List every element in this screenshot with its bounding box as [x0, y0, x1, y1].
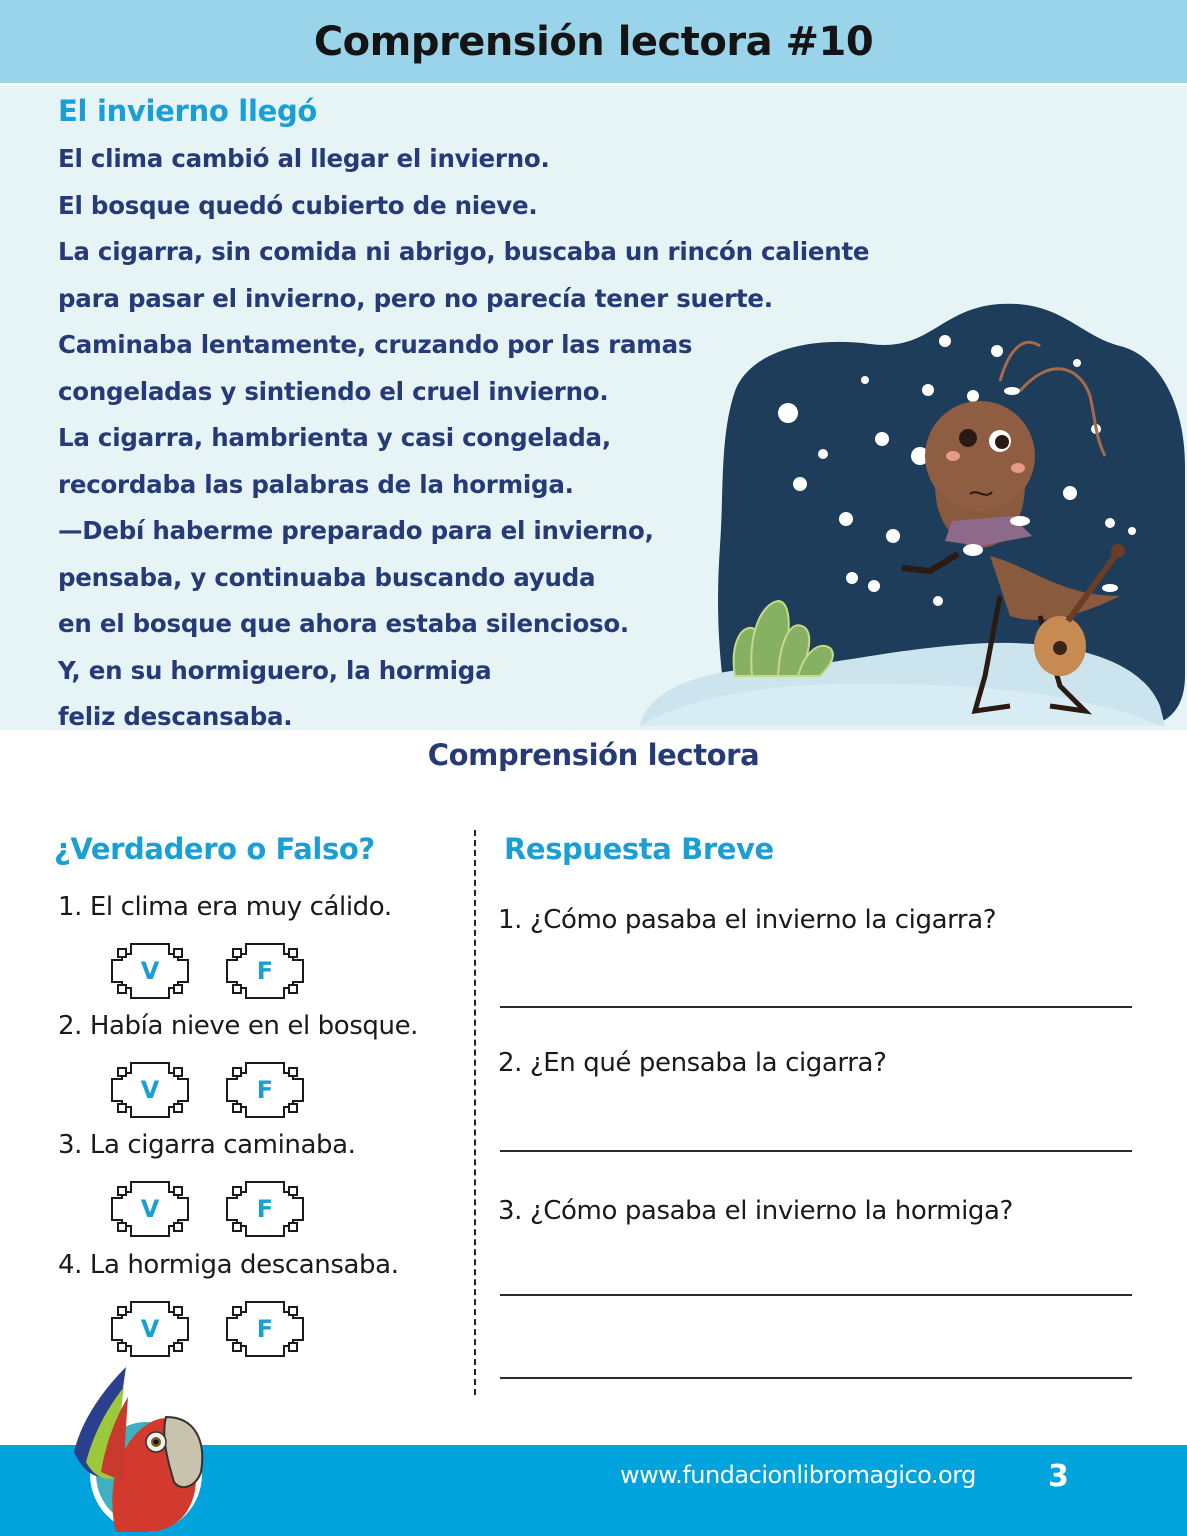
parrot-mascot-icon — [56, 1362, 208, 1534]
parrot-logo — [56, 1362, 208, 1534]
true-false-item — [58, 1130, 356, 1240]
true-option-button[interactable] — [108, 940, 192, 1002]
story-line: Y, en su hormiguero, la hormiga — [58, 655, 492, 685]
tf-question: 4. La hormiga descansaba. — [58, 1250, 399, 1280]
tf-question: 1. El clima era muy cálido. — [58, 892, 392, 922]
story-section — [0, 86, 1187, 730]
answer-line[interactable] — [500, 1294, 1132, 1296]
true-false-title: ¿Verdadero o Falso? — [54, 832, 375, 866]
answer-line[interactable] — [500, 1006, 1132, 1008]
story-line: La cigarra, hambrienta y casi congelada, — [58, 423, 611, 452]
story-line: congeladas y sintiendo el cruel invierno. — [58, 376, 609, 406]
story-line: El bosque quedó cubierto de nieve. — [58, 190, 538, 220]
false-option-label: F — [256, 1315, 274, 1343]
story-line: recordaba las palabras de la hormiga. — [58, 469, 574, 499]
false-option-button[interactable] — [223, 1178, 307, 1240]
false-option-button[interactable] — [223, 1059, 307, 1121]
page-header — [0, 0, 1187, 83]
true-option-label: V — [140, 957, 160, 985]
story-line: feliz descansaba. — [58, 702, 293, 730]
short-answer-title: Respuesta Breve — [504, 832, 774, 866]
true-option-button[interactable] — [108, 1178, 192, 1240]
true-option-label: V — [140, 1315, 160, 1343]
column-divider — [474, 830, 476, 1395]
answer-line[interactable] — [500, 1377, 1132, 1379]
short-answer-item — [498, 1196, 1132, 1226]
cricket-illustration — [640, 296, 1187, 730]
false-option-label: F — [256, 1195, 274, 1223]
false-option-label: F — [256, 1076, 274, 1104]
false-option-button[interactable] — [223, 940, 307, 1002]
tf-question: 2. Había nieve en el bosque. — [58, 1011, 419, 1041]
short-answer-item — [498, 905, 1132, 935]
sa-question: 3. ¿Cómo pasaba el invierno la hormiga? — [498, 1196, 1013, 1226]
sa-question: 2. ¿En qué pensaba la cigarra? — [498, 1048, 887, 1078]
true-option-button[interactable] — [108, 1298, 192, 1360]
true-option-label: V — [140, 1195, 160, 1223]
comprehension-title: Comprensión lectora — [427, 738, 760, 772]
cricket-guitar-snow-icon — [640, 296, 1187, 730]
true-option-button[interactable] — [108, 1059, 192, 1121]
true-false-item — [58, 1250, 399, 1360]
false-option-label: F — [256, 957, 274, 985]
story-line: para pasar el invierno, pero no parecía tener suerte. — [58, 283, 773, 313]
page-number: 3 — [1048, 1459, 1069, 1494]
story-line: La cigarra, sin comida ni abrigo, buscaba un rincón caliente — [58, 237, 870, 266]
page-title: Comprensión lectora #10 — [313, 18, 874, 65]
story-line: pensaba, y continuaba buscando ayuda — [58, 562, 596, 592]
story-line: en el bosque que ahora estaba silencioso. — [58, 609, 629, 638]
tf-question: 3. La cigarra caminaba. — [58, 1130, 356, 1160]
false-option-button[interactable] — [223, 1298, 307, 1360]
story-title: El invierno llegó — [58, 94, 318, 128]
true-false-item — [58, 1011, 418, 1121]
story-line: El clima cambió al llegar el invierno. — [58, 144, 550, 173]
short-answer-item — [498, 1048, 1132, 1078]
sa-question: 1. ¿Cómo pasaba el invierno la cigarra? — [498, 905, 997, 935]
website-link[interactable]: www.fundacionlibromagico.org — [620, 1461, 976, 1489]
true-option-label: V — [140, 1076, 160, 1104]
true-false-item — [58, 892, 392, 1002]
story-line: —Debí haberme preparado para el invierno, — [58, 516, 654, 545]
story-line: Caminaba lentamente, cruzando por las ramas — [58, 330, 693, 359]
answer-line[interactable] — [500, 1150, 1132, 1152]
